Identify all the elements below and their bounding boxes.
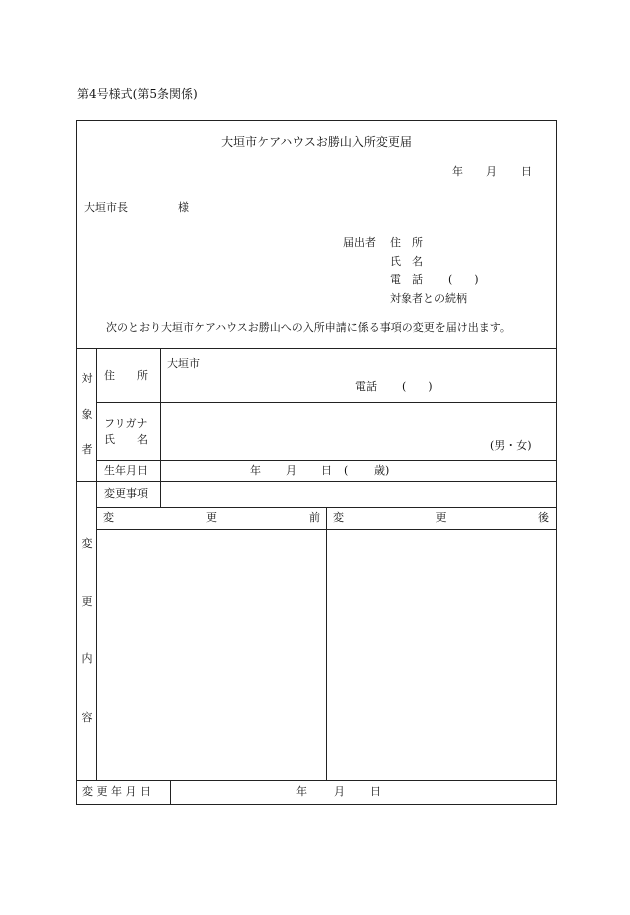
applicant-name-label: 氏 名 bbox=[390, 255, 423, 268]
line-label-divider bbox=[160, 348, 161, 507]
form-number: 第4号様式(第5条関係) bbox=[77, 87, 198, 101]
line-dob-bottom bbox=[76, 481, 557, 482]
relation-label: 対象者との続柄 bbox=[390, 292, 467, 305]
furigana-label: フリガナ bbox=[104, 417, 148, 430]
after-header: 変 更 後 bbox=[333, 511, 549, 524]
header-date-month: 月 bbox=[486, 165, 497, 178]
change-date-day: 日 bbox=[370, 785, 381, 798]
applicant-phone-label: 電 話 bbox=[390, 273, 423, 286]
line-footer-divider bbox=[170, 780, 171, 805]
applicant-label: 届出者 bbox=[343, 236, 376, 249]
subject-phone-label: 電話 bbox=[355, 380, 377, 393]
dob-year: 年 bbox=[250, 464, 261, 477]
applicant-phone-parens: ( ) bbox=[448, 273, 479, 286]
form-frame bbox=[76, 120, 557, 805]
line-header-bottom bbox=[76, 348, 557, 349]
subject-name-label: 氏 名 bbox=[104, 433, 148, 446]
change-date-month: 月 bbox=[334, 785, 345, 798]
statement: 次のとおり大垣市ケアハウスお勝山への入所申請に係る事項の変更を届け出ます。 bbox=[106, 321, 511, 334]
line-address-bottom bbox=[96, 402, 557, 403]
subject-address-prefix: 大垣市 bbox=[167, 357, 200, 370]
age-open: ( bbox=[344, 464, 349, 477]
age-close: 歳) bbox=[374, 464, 390, 477]
applicant-address-label: 住 所 bbox=[390, 236, 423, 249]
dob-day: 日 bbox=[321, 464, 332, 477]
subject-side-label: 対 象 者 bbox=[81, 372, 93, 456]
subject-address-label: 住 所 bbox=[104, 369, 148, 382]
line-name-bottom bbox=[96, 460, 557, 461]
before-header: 変 更 前 bbox=[103, 511, 320, 524]
header-date-year: 年 bbox=[452, 165, 463, 178]
change-item-label: 変更事項 bbox=[104, 487, 148, 500]
header-date-day: 日 bbox=[521, 165, 532, 178]
change-date-year: 年 bbox=[296, 785, 307, 798]
line-content-bottom bbox=[76, 780, 557, 781]
line-beforeafter-divider bbox=[326, 507, 327, 780]
addressee: 大垣市長 bbox=[84, 201, 128, 214]
honorific: 様 bbox=[178, 201, 189, 214]
gender-choice: (男・女) bbox=[490, 439, 532, 452]
change-date-label: 変 更 年 月 日 bbox=[82, 785, 151, 798]
subject-phone-parens: ( ) bbox=[402, 380, 433, 393]
change-side-label: 変 更 内 容 bbox=[81, 537, 93, 724]
dob-month: 月 bbox=[286, 464, 297, 477]
form-title: 大垣市ケアハウスお勝山入所変更届 bbox=[221, 135, 412, 149]
dob-label: 生年月日 bbox=[104, 464, 148, 477]
